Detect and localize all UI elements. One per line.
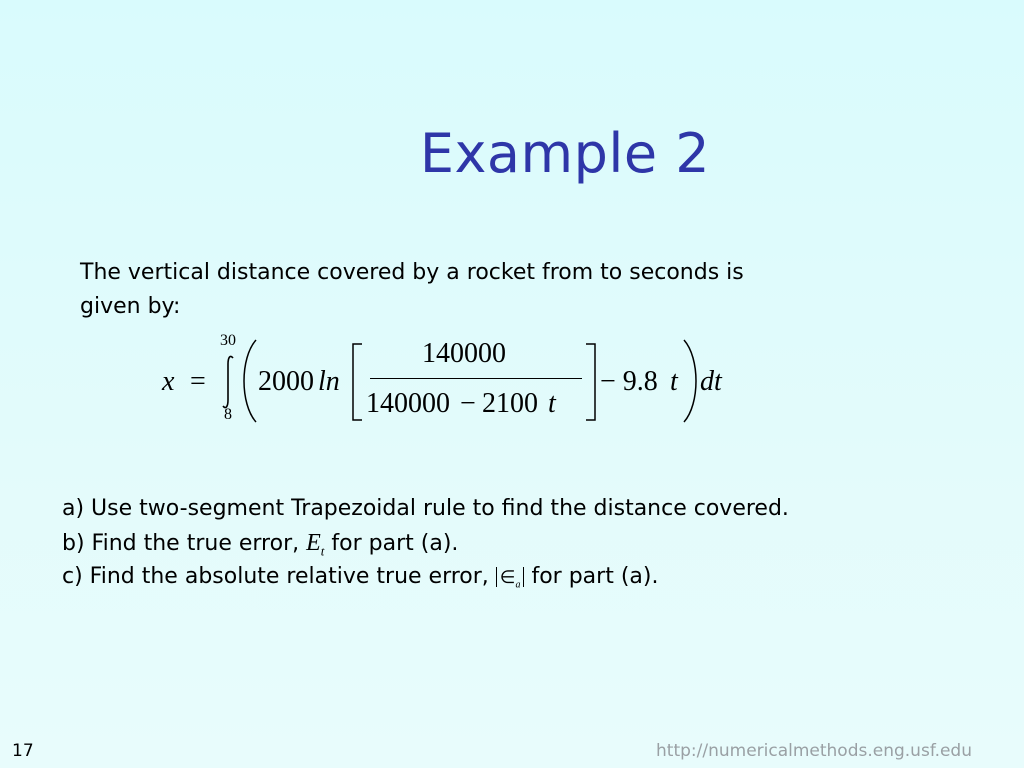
part-a: a) Use two-segment Trapezoidal rule to find the distance covered.	[62, 496, 789, 521]
footer-url[interactable]: http://numericalmethods.eng.usf.edu	[656, 741, 972, 761]
epsilon-subscript: a	[515, 579, 521, 591]
part-c-suffix: for part (a).	[524, 564, 659, 589]
right-paren-icon	[680, 338, 702, 424]
right-bracket-icon	[584, 342, 598, 422]
eq-ln: ln	[318, 366, 340, 397]
integral-sign-icon	[220, 354, 236, 410]
abs-relative-error-symbol	[496, 567, 525, 591]
part-b-suffix: for part (a).	[324, 531, 459, 556]
question-parts	[62, 492, 962, 594]
true-error-subscript: t	[320, 543, 325, 559]
page-number: 17	[12, 741, 34, 761]
eq-dt: dt	[700, 366, 722, 397]
intro-text	[80, 256, 880, 324]
intro-line-2: given by:	[80, 294, 181, 319]
eq-denominator-b: 2100	[482, 388, 538, 419]
left-paren-icon	[238, 338, 260, 424]
part-b-prefix: b) Find the true error,	[62, 531, 307, 556]
part-c	[62, 560, 962, 594]
eq-upper-limit: 30	[220, 332, 236, 349]
eq-lhs: x	[162, 366, 175, 397]
eq-equals: =	[190, 366, 206, 397]
left-bracket-icon	[350, 342, 364, 422]
eq-t-denominator: t	[548, 388, 556, 419]
part-b	[62, 526, 962, 560]
eq-t: t	[670, 366, 678, 397]
eq-lower-limit: 8	[224, 406, 232, 423]
integral-equation	[160, 332, 740, 432]
eq-minus: −	[460, 388, 476, 419]
fraction-bar	[370, 378, 582, 379]
eq-minus-9-8: − 9.8	[600, 366, 658, 397]
intro-line-1: The vertical distance covered by a rocket from to seconds is	[80, 260, 744, 285]
epsilon-symbol: ∈	[499, 567, 516, 587]
part-c-prefix: c) Find the absolute relative true error,	[62, 564, 496, 589]
eq-coefficient: 2000	[258, 366, 314, 397]
eq-denominator-a: 140000	[366, 388, 450, 419]
eq-numerator: 140000	[422, 338, 506, 369]
slide-title: Example 2	[419, 122, 711, 185]
true-error-symbol: E	[306, 530, 321, 556]
